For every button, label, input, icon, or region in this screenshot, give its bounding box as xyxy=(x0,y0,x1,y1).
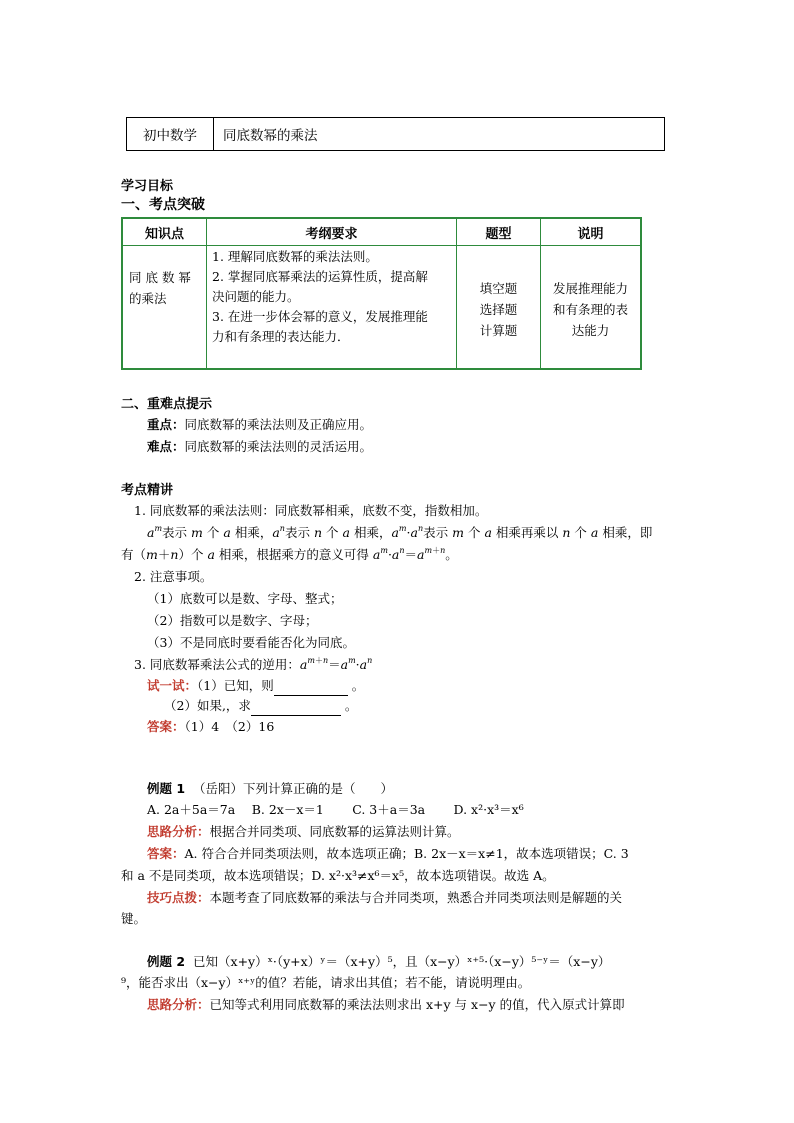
th-type: 题型 xyxy=(485,226,512,242)
note-2: （2）指数可以是数字、字母； xyxy=(147,613,318,628)
rule-line: 1. 同底数幂的乘法法则：同底数幂相乘，底数不变，指数相加。 xyxy=(134,503,488,518)
exam-points-table xyxy=(121,217,642,370)
example1-answer-1: 答案：A. 符合合并同类项法则，故本选项正确；B. 2x－x＝x≠1，故本选项错误；C. 3 xyxy=(147,846,629,861)
subject-cell: 初中数学 xyxy=(127,118,214,150)
key-point: 重点：同底数幂的乘法法则及正确应用。 xyxy=(147,417,373,432)
header-box xyxy=(126,117,665,151)
th-notes: 说明 xyxy=(577,226,604,242)
example1-answer-2: 和 a 不是同类项，故本选项错误；D. x²·x³≠x⁶＝x⁵，故本选项错误。故选 A。 xyxy=(121,868,555,883)
example1-options: A. 2a＋5a＝7a B. 2x－x＝1 C. 3＋a＝3a D. x²·x³＝x⁶ xyxy=(147,802,524,817)
explain-line-2: 有（m＋n）个 a 相乘，根据乘方的意义可得 $a^m\cdot a^n=a^{m+n}$。 xyxy=(121,546,458,562)
example1-tip-2: 键。 xyxy=(121,911,147,926)
knowledge-cell: 同 底 数 幂 的乘法 xyxy=(129,270,191,306)
inverse-rule: 3. 同底数幂乘法公式的逆用：$a^{m+n}=a^m\cdot a^n$ xyxy=(134,656,373,672)
goals-heading: 学习目标 xyxy=(121,179,174,194)
notes-cell: 发展推理能力 和有条理的表 达能力 xyxy=(552,281,628,338)
example1-question: 例题 1 （岳阳）下列计算正确的是（ ） xyxy=(147,781,394,796)
section3-heading: 考点精讲 xyxy=(121,483,174,498)
hard-point: 难点：同底数幂的乘法法则的灵活运用。 xyxy=(147,439,373,454)
try-line-1: 试一试：（1）已知，则 。 xyxy=(147,677,364,696)
example2-line-2: ⁹，能否求出（x−y）ˣ⁺ʸ的值？若能，请求出其值；若不能，请说明理由。 xyxy=(121,975,531,990)
explain-line-1: $a^m$表示 m 个 a 相乘，$a^n$表示 n 个 a 相乘，$a^m\cdot a^n$表示 m 个 a 相乘再乘以 n 个 a 相乘，即 xyxy=(147,524,653,540)
example1-tip-1: 技巧点拨：本题考查了同底数幂的乘法与合并同类项，熟悉合并同类项法则是解题的关 xyxy=(147,890,623,905)
try-line-2: （2）如果,，求 。 xyxy=(164,697,357,716)
notes-heading: 2. 注意事项。 xyxy=(134,569,213,584)
try-answer: 答案：（1）4 （2）16 xyxy=(147,719,275,734)
section1-heading: 一、考点突破 xyxy=(121,197,205,213)
topic-cell: 同底数幂的乘法 xyxy=(223,128,318,144)
section2-heading: 二、重难点提示 xyxy=(121,397,213,412)
example1-idea: 思路分析：根据合并同类项、同底数幂的运算法则计算。 xyxy=(147,824,460,839)
example2-line-1: 例题 2 已知（x+y）ˣ·（y+x）ʸ＝（x+y）⁵，且（x−y）ˣ⁺⁵·（x−y）⁵⁻ʸ＝（x−y） xyxy=(147,954,611,969)
type-cell: 填空题 选择题 计算题 xyxy=(479,281,518,338)
th-requirements: 考纲要求 xyxy=(305,226,358,242)
th-knowledge: 知识点 xyxy=(144,226,184,242)
note-3: （3）不是同底时要看能否化为同底。 xyxy=(147,635,355,650)
example2-idea: 思路分析：已知等式利用同底数幂的乘法法则求出 x+y 与 x−y 的值，代入原式计算即 xyxy=(147,997,625,1012)
note-1: （1）底数可以是数、字母、整式； xyxy=(147,591,343,606)
requirements-cell: 1. 理解同底数幂的乘法法则。 2. 掌握同底幂乘法的运算性质，提高解 决问题的能力。 3. 在进一步体会幂的意义，发展推理能 力和有条理的表达能力． xyxy=(212,249,428,344)
